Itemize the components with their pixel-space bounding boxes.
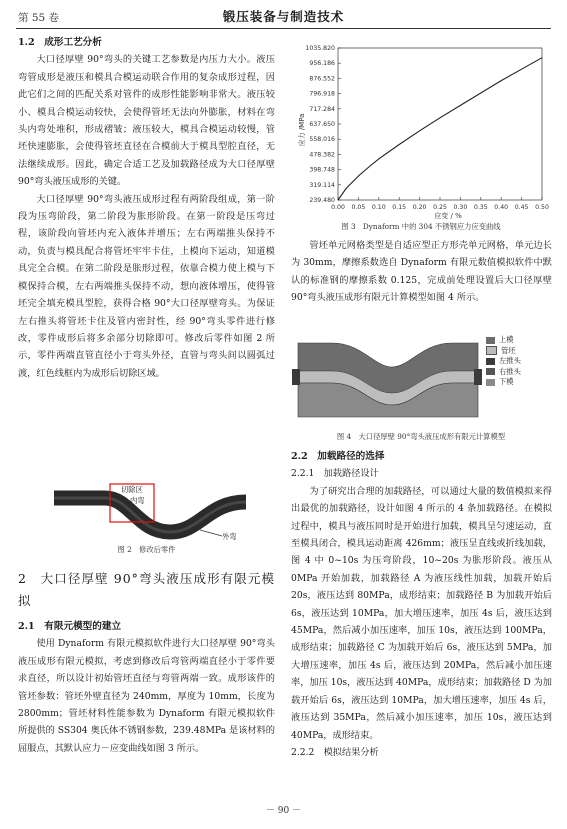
legend-label-upper-die: 上模 — [499, 335, 514, 344]
chart-plot-frame — [338, 48, 542, 200]
figure-4-caption: 图 4 大口径厚壁 90°弯头液压成形有限元计算模型 — [336, 432, 506, 441]
chart-y-tick-label: 478.382 — [309, 151, 335, 159]
paragraph-1: 大口径厚壁 90°弯头的关键工艺参数是内压力大小。液压弯管成形是液压和模具合模运动联合作用的复杂成形过程，因此它们之间的匹配关系对管件的成形性能影响非常大。液压较小、模具合模运动较快，会使得管坯无法向外膨胀，材料在弯头内弯处堆积，形成褶皱；液压较大，模具合模运动较慢，管坯快速膨胀，会使得管坯直径在合模前大于模具型腔直径，无法继续成形。因此，确定合适工艺及加载路径成为大口径厚壁 90°弯头液压成形的关键。 — [18, 54, 275, 188]
chart-y-axis-label: 应力 /MPa — [298, 113, 306, 147]
chart-y-tick-label: 717.284 — [309, 105, 335, 113]
right-column-top — [291, 237, 552, 307]
chart-y-tick-label: 956.186 — [309, 60, 335, 68]
left-column-bottom — [18, 568, 275, 757]
section-2-1-title: 2.1 有限元模型的建立 — [18, 621, 122, 632]
chart-x-tick-label: 0.50 — [535, 204, 549, 211]
chart-y-tick-label: 558.016 — [309, 136, 335, 144]
section-2-2-1-title: 2.2.1 加载路径设计 — [291, 468, 379, 480]
fig2-cut-zone-label: 切除区 — [121, 485, 143, 494]
figure-3-caption: 图 3 Dynaform 中的 304 不锈钢应力应变曲线 — [341, 222, 501, 231]
legend-item-right-punch — [486, 367, 521, 378]
volume-label: 第 55 卷 — [18, 12, 60, 24]
paragraph-4: 管坯单元网格类型是自适应型正方形壳单元网格，单元边长为 30mm，摩擦系数选自 Dynaform 有限元数值模拟软件中默认的标准钢的摩擦系数 0.125，完成前处理设置后大口径厚壁 90°弯头液压成形有限元计算模型如图 4 所示。 — [291, 240, 552, 304]
legend-swatch-tube — [486, 346, 497, 355]
chart-x-tick-label: 0.10 — [371, 204, 386, 211]
chart-x-tick-label: 0.00 — [331, 204, 345, 211]
figure-4 — [292, 331, 554, 427]
chart-y-tick-label: 796.918 — [309, 90, 335, 98]
chart-x-tick-label: 0.25 — [433, 204, 447, 211]
paragraph-2: 大口径厚壁 90°弯头液压成形过程有两阶段组成，第一阶段为压弯阶段，第二阶段为胀形阶段。在第一阶段是压弯过程，该阶段向管坯内充入液体并增压；左右两端推头保持不动，负责与模具配合将管坯牢牢卡住，上模向下运动，知道模具完全合模。在第二阶段是胀形过程，依靠合模力使上模与下模保持合模，左右两端推头保持不动，想向液体增压，使得管坯完全填充模具型腔，获得合格 90°大口径厚壁弯头。为保证左右推头将管坯卡住及管内密封性，经 90°弯头零件进行修改，零件成形后将多余部分切除即可。修改后零件如图 2 所示，零件两端直管直径小于弯头外径，直管与弯头间以圆弧过渡，红色线框内为成形后切除区域。 — [18, 193, 275, 379]
chart-y-tick-label: 876.552 — [309, 75, 335, 83]
chart-y-tick-label: 1035.820 — [305, 45, 335, 52]
outer-bend-leader — [200, 530, 222, 536]
fig2-inner-bend-label: 内弯 — [130, 496, 145, 505]
left-punch-shape — [292, 369, 300, 385]
stress-strain-curve — [338, 58, 542, 200]
chart-x-tick-label: 0.30 — [453, 204, 468, 211]
section-2-2-2-title: 2.2.2 模拟结果分析 — [291, 746, 379, 758]
chart-y-tick-label: 637.650 — [309, 121, 335, 128]
legend-label-left-punch: 左推头 — [499, 356, 521, 365]
header-rule — [16, 28, 551, 29]
chart-y-tick-label: 239.480 — [309, 197, 335, 204]
figure-2 — [50, 476, 250, 544]
chart-x-tick-label: 0.45 — [514, 204, 529, 211]
legend-swatch-upper-die — [486, 337, 495, 344]
journal-title: 锻压装备与制造技术 — [222, 9, 345, 24]
legend-item-tube — [486, 346, 521, 357]
chart-x-tick-label: 0.20 — [412, 204, 427, 211]
chart-x-tick-label: 0.15 — [392, 204, 407, 211]
chart-x-tick-label: 0.05 — [351, 204, 366, 211]
legend-item-lower-die — [486, 377, 521, 388]
fig4-legend — [486, 335, 521, 388]
chart-x-tick-label: 0.35 — [473, 204, 488, 211]
legend-item-left-punch — [486, 356, 521, 367]
chart-y-tick-label: 398.748 — [309, 166, 335, 174]
section-2-2-title: 2.2 加载路径的选择 — [291, 451, 385, 462]
chart-x-axis-label: 应变 / % — [434, 212, 462, 220]
figure-2-caption: 图 2 修改后零件 — [117, 545, 176, 554]
figure-3 — [290, 40, 552, 220]
legend-label-right-punch: 右推头 — [499, 366, 521, 376]
right-column-bottom — [291, 448, 552, 761]
paragraph-3: 使用 Dynaform 有限元模拟软件进行大口径厚壁 90°弯头液压成形有限元模拟，考虑到修改后弯管两端直径小于零件要求直径，所以设计初始管坯直径与弯管两端一致。成形该件的管坯参数：管坯外壁直径为 240mm，厚度为 10mm，长度为 2800mm；管坯材料性能参数为 Dynaform 有限元模拟软件所提供的 SS304 奥氏体不锈钢参数，239.48MPa 是该材料的屈服点，其默认应力－应变曲线如图 3 所示。 — [18, 638, 275, 754]
right-punch-shape — [474, 369, 482, 385]
chart-y-tick-label: 319.114 — [309, 181, 335, 189]
fig2-outer-bend-label: 外弯 — [222, 532, 237, 541]
fe-model-drawing — [292, 331, 482, 427]
paragraph-5: 为了研究出合理的加载路径，可以通过大量的数值模拟来得出最优的加载路径，设计如图 4 所示的 4 条加载路径。在模拟过程中，模具与液压同时是开始进行加载，模具呈匀速运动，直至模具闭合，模具运动距离 426mm；液压呈直线或折线加载，图 4 中 0~10s 为压弯阶段，10~20s 为胀形阶段。液压从 0MPa 开始加载，加载路径 A 为液压线性加载，加载开始后 20s，液压达到 80MPa，成形结束；加载路径 B 为加载开始后 6s，液压达到 10MPa，加大增压速率，加压 4s 后，液压达到 45MPa，然后减小加压速率，加压 10s，液压达到 100MPa，成形结束；加载路径 C 为加载开始后 6s，液压达到 5MPa，加大增压速率，加压 4s 后，液压达到 20MPa，然后减小加压速率，加压 10s，液压达到 40MPa，成形结束；加载路径 D 为加载开始后 6s，液压达到 10MPa，加大增压速率，加压 4s 后，液压达到 35MPa，然后减小加压速率，加压 10s，液压达到 40MPa，成形结束。 — [291, 485, 552, 741]
legend-swatch-left-punch — [486, 358, 495, 365]
chart-x-tick-label: 0.40 — [494, 204, 509, 211]
legend-label-lower-die: 下模 — [499, 377, 514, 386]
section-2-title: 2 大口径厚壁 90°弯头液压成形有限元模拟 — [18, 571, 275, 608]
figure-2-drawing — [50, 476, 250, 544]
legend-swatch-lower-die — [486, 379, 495, 386]
section-1-2-title: 1.2 成形工艺分析 — [18, 37, 102, 48]
stress-strain-chart — [290, 40, 552, 220]
legend-swatch-right-punch — [486, 368, 495, 375]
legend-label-tube: 管坯 — [501, 345, 516, 355]
legend-item-upper-die — [486, 335, 521, 346]
page-number: － 90 － — [265, 806, 302, 816]
left-column-top — [18, 34, 275, 382]
